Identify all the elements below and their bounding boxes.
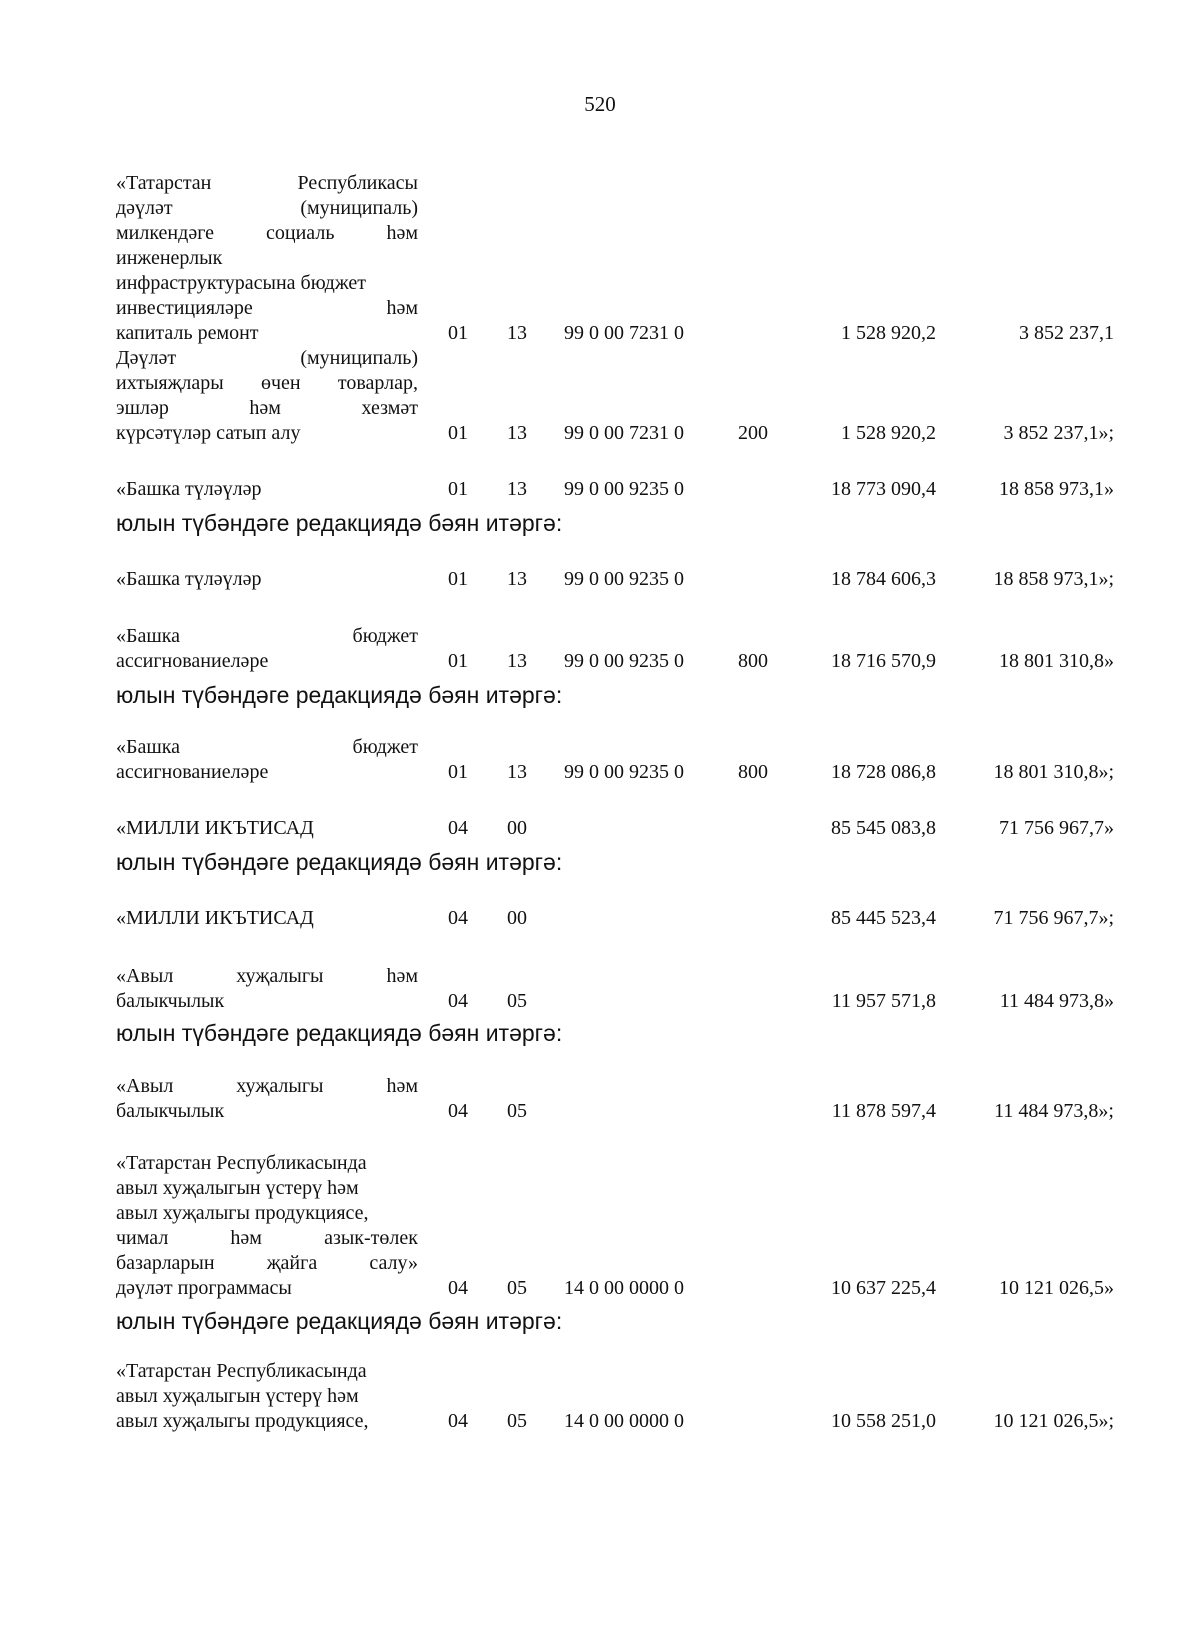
- expense-type-code: 200: [738, 422, 768, 444]
- budget-row: [0, 816, 1200, 841]
- amount-year-1: 10 637 225,4: [831, 1277, 936, 1299]
- name-line: «Башка бюджет: [116, 736, 418, 758]
- amount-year-1: 18 773 090,4: [831, 478, 936, 500]
- row-name: [116, 346, 418, 446]
- amount-year-2: 71 756 967,7»;: [993, 907, 1114, 929]
- section-code: 04: [448, 1277, 468, 1299]
- section-code: 01: [448, 478, 468, 500]
- edit-instruction: юлын түбәндәге редакциядә бәян итәргә:: [116, 682, 563, 708]
- name-line: инвестицияләре һәм: [116, 297, 418, 319]
- budget-row: [0, 172, 1200, 346]
- target-article-code: 99 0 00 7231 0: [564, 322, 684, 344]
- name-line: инженерлык: [116, 247, 223, 269]
- target-article-code: 99 0 00 9235 0: [564, 568, 684, 590]
- name-line: «Авыл хуҗалыгы һәм: [116, 965, 418, 987]
- row-name: [116, 1074, 418, 1124]
- subsection-code: 13: [507, 322, 527, 344]
- subsection-code: 13: [507, 478, 527, 500]
- name-line: «МИЛЛИ ИКЪТИСАД: [116, 817, 314, 839]
- section-code: 04: [448, 1100, 468, 1122]
- budget-row: [0, 625, 1200, 674]
- subsection-code: 05: [507, 1277, 527, 1299]
- row-name: [116, 1359, 418, 1434]
- name-line: ассигнованиеләре: [116, 650, 269, 672]
- amount-year-1: 85 445 523,4: [831, 907, 936, 929]
- target-article-code: 99 0 00 9235 0: [564, 478, 684, 500]
- row-name: [116, 906, 418, 931]
- target-article-code: 14 0 00 0000 0: [564, 1410, 684, 1432]
- amount-year-2: 18 858 973,1»: [999, 478, 1114, 500]
- row-name: [116, 624, 418, 674]
- row-name: [116, 567, 418, 592]
- subsection-code: 05: [507, 990, 527, 1012]
- target-article-code: 99 0 00 9235 0: [564, 761, 684, 783]
- name-line: капиталь ремонт: [116, 322, 259, 344]
- amount-year-2: 71 756 967,7»: [999, 817, 1114, 839]
- row-name: [116, 735, 418, 785]
- expense-type-code: 800: [738, 650, 768, 672]
- name-line: авыл хуҗалыгын үстерү һәм: [116, 1177, 359, 1199]
- edit-instruction: юлын түбәндәге редакциядә бәян итәргә:: [116, 849, 563, 875]
- subsection-code: 13: [507, 650, 527, 672]
- name-line: «Татарстан Республикасында: [116, 1152, 367, 1174]
- amount-year-1: 11 957 571,8: [831, 990, 936, 1012]
- section-code: 01: [448, 761, 468, 783]
- name-line: «Татарстан Республикасында: [116, 1360, 367, 1382]
- target-article-code: 99 0 00 7231 0: [564, 422, 684, 444]
- section-code: 01: [448, 422, 468, 444]
- amount-year-1: 85 545 083,8: [831, 817, 936, 839]
- amount-year-2: 11 484 973,8»: [999, 990, 1114, 1012]
- amount-year-1: 18 728 086,8: [831, 761, 936, 783]
- amount-year-2: 11 484 973,8»;: [994, 1100, 1114, 1122]
- name-line: «Татарстан Республикасы: [116, 172, 418, 194]
- section-code: 04: [448, 817, 468, 839]
- subsection-code: 00: [507, 907, 527, 929]
- name-line: күрсәтүләр сатып алу: [116, 422, 301, 444]
- amount-year-2: 10 121 026,5»: [999, 1277, 1114, 1299]
- amount-year-2: 10 121 026,5»;: [993, 1410, 1114, 1432]
- name-line: милкендәге социаль һәм: [116, 222, 418, 244]
- budget-row: [0, 1075, 1200, 1124]
- budget-row: [0, 567, 1200, 592]
- name-line: базарларын җайга салу»: [116, 1252, 418, 1274]
- subsection-code: 13: [507, 761, 527, 783]
- row-name: [116, 964, 418, 1014]
- target-article-code: 99 0 00 9235 0: [564, 650, 684, 672]
- budget-row: [0, 477, 1200, 502]
- name-line: чимал һәм азык-төлек: [116, 1227, 418, 1249]
- expense-type-code: 800: [738, 761, 768, 783]
- section-code: 04: [448, 1410, 468, 1432]
- edit-instruction: юлын түбәндәге редакциядә бәян итәргә:: [116, 510, 563, 536]
- amount-year-1: 18 784 606,3: [831, 568, 936, 590]
- name-line: «Авыл хуҗалыгы һәм: [116, 1075, 418, 1097]
- name-line: дәүләт (муниципаль): [116, 197, 418, 219]
- name-line: балыкчылык: [116, 1100, 225, 1122]
- amount-year-1: 18 716 570,9: [831, 650, 936, 672]
- name-line: эшләр һәм хезмәт: [116, 397, 418, 419]
- amount-year-1: 1 528 920,2: [841, 422, 936, 444]
- row-name: [116, 171, 418, 346]
- name-line: «МИЛЛИ ИКЪТИСАД: [116, 907, 314, 929]
- subsection-code: 05: [507, 1100, 527, 1122]
- budget-row: [0, 1152, 1200, 1301]
- budget-row: [0, 736, 1200, 785]
- edit-instruction: юлын түбәндәге редакциядә бәян итәргә:: [116, 1020, 563, 1046]
- section-code: 01: [448, 568, 468, 590]
- amount-year-2: 3 852 237,1: [1019, 322, 1114, 344]
- amount-year-2: 3 852 237,1»;: [1003, 422, 1114, 444]
- name-line: «Башка түләүләр: [116, 568, 262, 590]
- subsection-code: 13: [507, 422, 527, 444]
- target-article-code: 14 0 00 0000 0: [564, 1277, 684, 1299]
- name-line: авыл хуҗалыгы продукциясе,: [116, 1202, 369, 1224]
- name-line: Дәүләт (муниципаль): [116, 347, 418, 369]
- name-line: «Башка түләүләр: [116, 478, 262, 500]
- amount-year-1: 10 558 251,0: [831, 1410, 936, 1432]
- amount-year-2: 18 858 973,1»;: [993, 568, 1114, 590]
- amount-year-1: 1 528 920,2: [841, 322, 936, 344]
- page-number: 520: [584, 92, 616, 116]
- name-line: авыл хуҗалыгы продукциясе,: [116, 1410, 369, 1432]
- subsection-code: 00: [507, 817, 527, 839]
- section-code: 01: [448, 322, 468, 344]
- name-line: авыл хуҗалыгын үстерү һәм: [116, 1385, 359, 1407]
- budget-row: [0, 347, 1200, 446]
- amount-year-2: 18 801 310,8»;: [993, 761, 1114, 783]
- name-line: инфраструктурасына бюджет: [116, 272, 366, 294]
- amount-year-1: 11 878 597,4: [831, 1100, 936, 1122]
- name-line: «Башка бюджет: [116, 625, 418, 647]
- budget-row: [0, 965, 1200, 1014]
- name-line: балыкчылык: [116, 990, 225, 1012]
- section-code: 04: [448, 990, 468, 1012]
- section-code: 04: [448, 907, 468, 929]
- row-name: [116, 816, 418, 841]
- row-name: [116, 1151, 418, 1301]
- amount-year-2: 18 801 310,8»: [999, 650, 1114, 672]
- name-line: ихтыяҗлары өчен товарлар,: [116, 372, 418, 394]
- subsection-code: 05: [507, 1410, 527, 1432]
- name-line: ассигнованиеләре: [116, 761, 269, 783]
- subsection-code: 13: [507, 568, 527, 590]
- section-code: 01: [448, 650, 468, 672]
- budget-row: [0, 1360, 1200, 1434]
- row-name: [116, 477, 418, 502]
- edit-instruction: юлын түбәндәге редакциядә бәян итәргә:: [116, 1308, 563, 1334]
- name-line: дәүләт программасы: [116, 1277, 292, 1299]
- budget-row: [0, 906, 1200, 931]
